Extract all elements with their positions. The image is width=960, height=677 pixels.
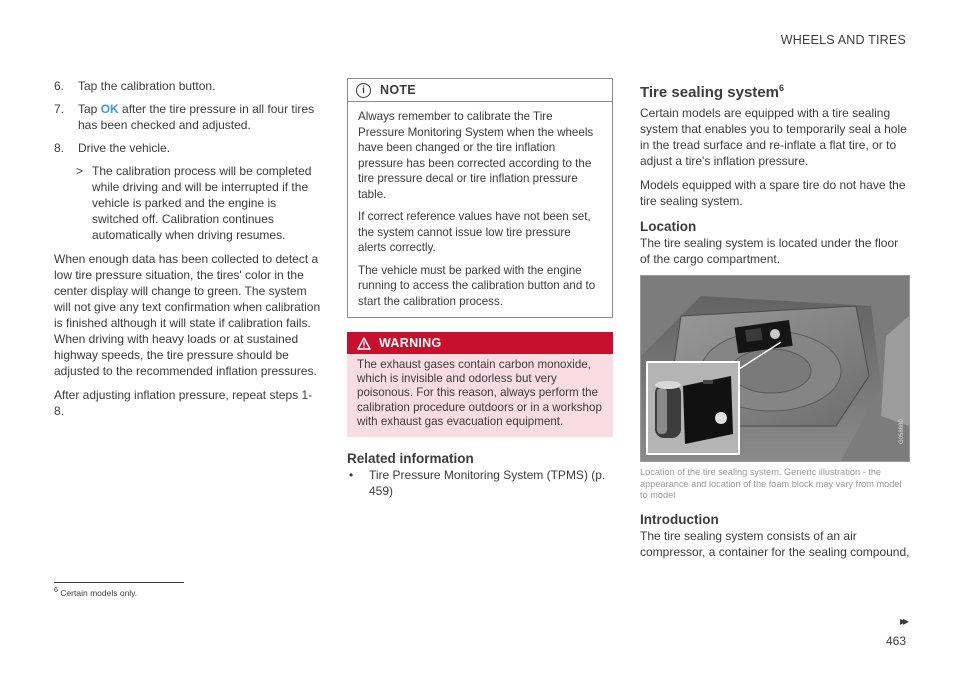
introduction-heading: Introduction (640, 511, 719, 527)
page-number: 463 (885, 634, 906, 648)
footnote-text: Certain models only. (60, 587, 138, 598)
footnote (54, 586, 137, 598)
step-text: Tap the calibration button. (78, 79, 216, 93)
step-8 (54, 140, 322, 156)
section-title-text: Tire sealing system (640, 84, 779, 101)
related-heading: Related information (347, 451, 474, 467)
related-link[interactable]: Tire Pressure Monitoring System (TPMS) (p. 459) (369, 468, 606, 499)
step-text-post: after the tire pressure in all four tires has been checked and adjusted. (78, 102, 315, 132)
note-paragraph: Always remember to calibrate the Tire Pressure Monitoring System when the wheels have been changed or the tire inflation pressure has been corrected according to the tire pressure decal or tire inflation pressure table. (358, 110, 594, 201)
note-paragraph: If correct reference values have not been set, the system cannot issue low tire pressure alerts correctly. (358, 210, 591, 254)
step-number: 6. (54, 79, 65, 93)
warning-box (347, 332, 613, 437)
note-header (348, 79, 612, 102)
step-number: 7. (54, 102, 65, 116)
footnote-number: 6 (54, 586, 58, 594)
footnote-ref[interactable]: 6 (778, 83, 784, 93)
info-icon: i (356, 83, 371, 98)
note-title: NOTE (380, 83, 416, 97)
calibration-paragraph: When enough data has been collected to detect a low tire pressure situation, the tires' color in the center display will change to green. The system will not give any text confirmation when calibration is finished although it will state if calibration fails. When driving with heavy loads or at sustained highway speeds, the tire pressure should be adjusted to the recommended inflation pressures. (54, 252, 321, 378)
substep-result (54, 163, 322, 243)
column-2 (347, 78, 613, 499)
footnote-divider (54, 582, 184, 583)
figure-code: G058880 (899, 419, 905, 444)
intro-paragraph: Certain models are equipped with a tire sealing system that enables you to temporarily seal a hole in the tread surface and re-inflate a flat tire, or to adjust a tire's inflation pressure. (640, 106, 907, 168)
figure-caption: Location of the tire sealing system. Generic illustration - the appearance and location of the foam block may vary from model to model (640, 467, 902, 500)
note-paragraph: The vehicle must be parked with the engine running to access the calibration button and to start the calibration process. (358, 263, 596, 308)
spare-tire-paragraph: Models equipped with a spare tire do not have the tire sealing system. (640, 178, 906, 208)
step-6 (54, 78, 322, 94)
result-marker: > (76, 164, 84, 178)
note-box (347, 78, 613, 318)
cargo-illustration-graphic (641, 276, 909, 461)
step-text-pre: Tap (78, 102, 101, 116)
warning-body: The exhaust gases contain carbon monoxide, which is invisible and odorless but very poisonous. For this reason, always perform the calibration procedure outdoors or in a workshop with exhaust gas evacuation equipment. (347, 354, 613, 437)
bullet-marker: • (349, 468, 354, 483)
column-3 (640, 80, 910, 560)
section-header: WHEELS AND TIRES (780, 33, 906, 47)
step-text: Drive the vehicle. (78, 141, 171, 155)
ok-keyword: OK (100, 102, 119, 116)
warning-header (347, 332, 613, 354)
cargo-compartment-illustration (640, 275, 910, 462)
substep-text: The calibration process will be completed while driving and will be interrupted if the vehicle is parked and the engine is switched off. Calibration continues automatically when driving resumes. (92, 164, 312, 242)
repeat-steps-paragraph: After adjusting inflation pressure, repeat steps 1-8. (54, 388, 313, 418)
step-number: 8. (54, 141, 65, 155)
location-text: The tire sealing system is located under the floor of the cargo compartment. (640, 236, 899, 266)
step-7 (54, 101, 322, 133)
note-body (348, 102, 612, 317)
next-page-arrows-icon[interactable]: ▸▸ (899, 614, 906, 628)
warning-triangle-icon (357, 337, 371, 350)
location-heading: Location (640, 219, 697, 234)
warning-title: WARNING (379, 336, 442, 350)
introduction-text: The tire sealing system consists of an air compressor, a container for the sealing compound, (640, 528, 910, 559)
section-title (640, 80, 910, 101)
related-item[interactable] (347, 467, 613, 499)
column-1 (54, 78, 322, 427)
